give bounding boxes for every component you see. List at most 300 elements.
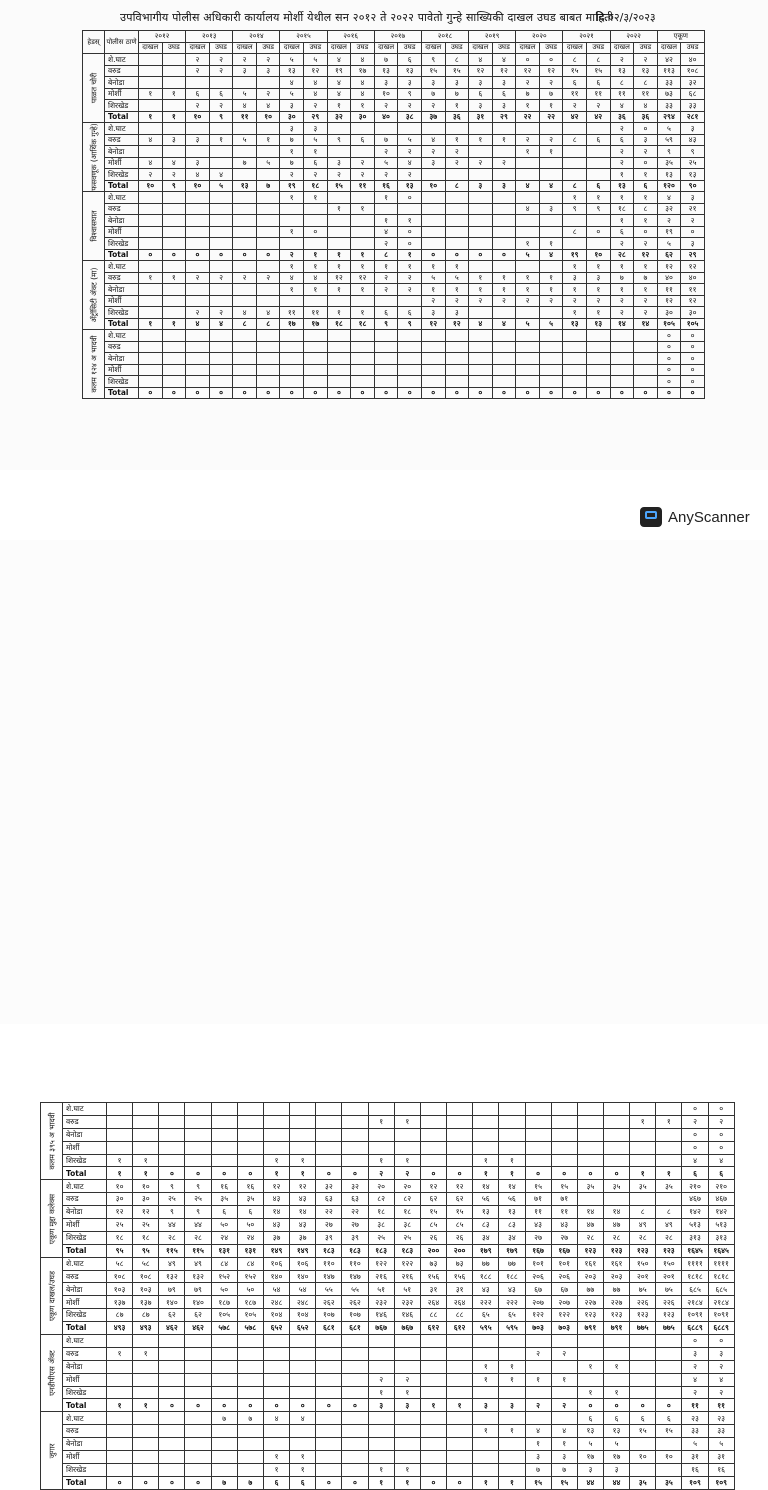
value-cell: २ [209, 307, 233, 319]
value-cell: २ [610, 295, 634, 307]
table-row [83, 353, 705, 365]
value-cell [186, 238, 210, 250]
value-cell [256, 376, 280, 388]
value-cell [327, 146, 351, 158]
value-cell [139, 123, 163, 135]
value-cell: ४७ [577, 1219, 603, 1232]
value-cell: १०८ [107, 1270, 133, 1283]
value-cell: १ [421, 284, 445, 296]
value-cell: ८ [233, 318, 257, 330]
value-cell: १३२ [159, 1270, 185, 1283]
value-cell: १८ [610, 203, 634, 215]
value-cell: २ [186, 65, 210, 77]
value-cell: ५ [233, 134, 257, 146]
value-cell [577, 1115, 603, 1128]
header-year: २०१६ [327, 31, 374, 43]
value-cell [469, 376, 493, 388]
total-row [41, 1476, 735, 1489]
value-cell [185, 1141, 211, 1154]
value-cell: ६ [237, 1206, 263, 1219]
value-cell [133, 1360, 159, 1373]
value-cell: ६ [610, 226, 634, 238]
value-cell [398, 203, 422, 215]
value-cell: १५० [630, 1257, 656, 1270]
value-cell [516, 330, 540, 342]
value-cell: २५ [107, 1219, 133, 1232]
value-cell: १६ [237, 1180, 263, 1193]
value-cell [162, 364, 186, 376]
value-cell [304, 238, 328, 250]
value-cell [539, 192, 563, 204]
value-cell: ३९ [342, 1231, 368, 1244]
value-cell [159, 1347, 185, 1360]
header-registered: दाखल [516, 42, 540, 54]
station-cell: शे.घाट [63, 1257, 107, 1270]
value-cell: ५ [304, 54, 328, 66]
value-cell: २ [634, 295, 658, 307]
value-cell [342, 1373, 368, 1386]
value-cell: २७ [525, 1231, 551, 1244]
value-cell: १०६ [263, 1257, 289, 1270]
value-cell: १ [290, 1463, 316, 1476]
station-cell: मोर्शी [63, 1141, 107, 1154]
value-cell: ८२ [368, 1193, 394, 1206]
value-cell: ५१ [394, 1283, 420, 1296]
value-cell [586, 364, 610, 376]
value-cell: ० [342, 1399, 368, 1412]
value-cell [398, 330, 422, 342]
value-cell: ३१३ [682, 1231, 708, 1244]
value-cell [162, 261, 186, 273]
value-cell: २ [551, 1347, 577, 1360]
value-cell: १०४ [263, 1309, 289, 1322]
value-cell [539, 353, 563, 365]
value-cell: २ [186, 54, 210, 66]
value-cell: १०१ [551, 1257, 577, 1270]
value-cell: १५६ [447, 1270, 473, 1283]
table-row [41, 1283, 735, 1296]
table-row [41, 1386, 735, 1399]
value-cell [630, 1463, 656, 1476]
value-cell [211, 1347, 237, 1360]
table-row [83, 295, 705, 307]
value-cell [316, 1128, 342, 1141]
value-cell [233, 284, 257, 296]
value-cell: १२ [492, 65, 516, 77]
value-cell [539, 364, 563, 376]
value-cell: ४ [657, 192, 681, 204]
value-cell [539, 307, 563, 319]
value-cell: ३३ [681, 100, 705, 112]
station-cell: Total [63, 1167, 107, 1180]
value-cell: ० [492, 249, 516, 261]
value-cell [139, 100, 163, 112]
value-cell: ३१ [682, 1451, 708, 1464]
value-cell [563, 330, 587, 342]
value-cell: ३ [398, 77, 422, 89]
value-cell [159, 1128, 185, 1141]
value-cell: २९ [492, 111, 516, 123]
value-cell: ५ [539, 318, 563, 330]
value-cell: ० [211, 1167, 237, 1180]
table-row [83, 364, 705, 376]
value-cell: ० [185, 1167, 211, 1180]
value-cell [551, 1115, 577, 1128]
header-solved: उघड [398, 42, 422, 54]
value-cell: १४० [290, 1270, 316, 1283]
header-year: २०१७ [374, 31, 421, 43]
value-cell: २ [682, 1386, 708, 1399]
value-cell: १८ [327, 318, 351, 330]
value-cell: १ [290, 1154, 316, 1167]
value-cell: ८ [445, 54, 469, 66]
table-row [41, 1128, 735, 1141]
value-cell [185, 1335, 211, 1348]
value-cell: ३ [499, 1399, 525, 1412]
value-cell: १० [374, 88, 398, 100]
value-cell: २ [256, 88, 280, 100]
value-cell: ० [681, 341, 705, 353]
value-cell: ० [107, 1476, 133, 1489]
value-cell [237, 1335, 263, 1348]
value-cell: १५ [421, 65, 445, 77]
value-cell: १० [107, 1180, 133, 1193]
station-cell: Total [105, 111, 139, 123]
value-cell [233, 238, 257, 250]
header-solved: उघड [681, 42, 705, 54]
value-cell: २८ [630, 1231, 656, 1244]
value-cell: ३० [351, 111, 375, 123]
value-cell: ९ [563, 203, 587, 215]
value-cell [563, 341, 587, 353]
table-row [41, 1463, 735, 1476]
value-cell: ८ [630, 1206, 656, 1219]
value-cell [563, 169, 587, 181]
value-cell [342, 1335, 368, 1348]
value-cell: २०० [420, 1244, 446, 1257]
document-date: दि.०२/३/२०२३ [596, 11, 656, 24]
value-cell [316, 1154, 342, 1167]
value-cell: २ [525, 1347, 551, 1360]
value-cell: १ [351, 100, 375, 112]
value-cell: १४६ [394, 1309, 420, 1322]
header-solved: उघड [256, 42, 280, 54]
value-cell [656, 1154, 682, 1167]
value-cell [304, 330, 328, 342]
value-cell: १ [630, 1115, 656, 1128]
value-cell [420, 1412, 446, 1425]
value-cell [263, 1128, 289, 1141]
value-cell [256, 226, 280, 238]
value-cell [186, 77, 210, 89]
value-cell: १ [473, 1360, 499, 1373]
value-cell [445, 203, 469, 215]
value-cell: १ [394, 1463, 420, 1476]
value-cell: ० [186, 387, 210, 399]
value-cell: ३ [681, 123, 705, 135]
value-cell [185, 1154, 211, 1167]
value-cell [342, 1103, 368, 1116]
station-cell: शे.घाट [105, 192, 139, 204]
value-cell: ५ [280, 54, 304, 66]
value-cell: ६२ [447, 1193, 473, 1206]
value-cell: २३२ [394, 1296, 420, 1309]
value-cell [316, 1115, 342, 1128]
value-cell: ३५ [211, 1193, 237, 1206]
value-cell: १६७ [525, 1244, 551, 1257]
value-cell: ३५ [656, 1180, 682, 1193]
value-cell: ५ [682, 1438, 708, 1451]
header-solved: उघड [586, 42, 610, 54]
value-cell: २ [610, 157, 634, 169]
value-cell [374, 330, 398, 342]
value-cell: ४ [351, 54, 375, 66]
value-cell: १ [630, 1167, 656, 1180]
value-cell [256, 77, 280, 89]
value-cell: ७९१ [603, 1322, 629, 1335]
value-cell: २३ [708, 1412, 734, 1425]
value-cell [342, 1347, 368, 1360]
value-cell: १३ [586, 318, 610, 330]
value-cell [133, 1412, 159, 1425]
value-cell: १८७ [237, 1296, 263, 1309]
value-cell: ३२ [681, 77, 705, 89]
value-cell: १ [610, 261, 634, 273]
value-cell: १३ [233, 180, 257, 192]
value-cell: २०६ [525, 1270, 551, 1283]
value-cell: १७ [603, 1451, 629, 1464]
value-cell [211, 1438, 237, 1451]
value-cell [162, 192, 186, 204]
value-cell [634, 341, 658, 353]
value-cell: ० [681, 376, 705, 388]
value-cell: ११५ [185, 1244, 211, 1257]
value-cell: ३३ [657, 77, 681, 89]
value-cell [551, 1128, 577, 1141]
value-cell: २ [209, 65, 233, 77]
value-cell: १ [133, 1347, 159, 1360]
value-cell: २० [368, 1180, 394, 1193]
value-cell: १२ [681, 295, 705, 307]
value-cell [551, 1103, 577, 1116]
station-cell: बेनोडा [63, 1283, 107, 1296]
value-cell [525, 1154, 551, 1167]
value-cell: ४ [469, 318, 493, 330]
value-cell: १०५ [237, 1309, 263, 1322]
header-solved: उघड [209, 42, 233, 54]
value-cell: ४ [351, 77, 375, 89]
value-cell: ४३ [525, 1219, 551, 1232]
value-cell [186, 330, 210, 342]
value-cell: ५ [233, 88, 257, 100]
value-cell [421, 330, 445, 342]
value-cell: २२२ [473, 1296, 499, 1309]
value-cell: १०१ [525, 1257, 551, 1270]
value-cell [563, 123, 587, 135]
value-cell [351, 123, 375, 135]
value-cell: ९ [327, 134, 351, 146]
value-cell [368, 1412, 394, 1425]
value-cell [209, 261, 233, 273]
value-cell: २ [708, 1115, 734, 1128]
value-cell [237, 1128, 263, 1141]
value-cell [492, 376, 516, 388]
value-cell [447, 1103, 473, 1116]
value-cell: २ [610, 307, 634, 319]
value-cell: १ [327, 261, 351, 273]
value-cell [185, 1128, 211, 1141]
value-cell [492, 341, 516, 353]
value-cell: १ [351, 249, 375, 261]
value-cell: १७ [280, 318, 304, 330]
value-cell [211, 1425, 237, 1438]
station-cell: बेनोडा [63, 1438, 107, 1451]
value-cell [342, 1360, 368, 1373]
value-cell [237, 1141, 263, 1154]
value-cell: १४२ [682, 1206, 708, 1219]
value-cell: ० [681, 226, 705, 238]
value-cell: १७ [304, 318, 328, 330]
value-cell [586, 353, 610, 365]
value-cell [256, 353, 280, 365]
value-cell: २८ [577, 1231, 603, 1244]
value-cell: ४ [708, 1373, 734, 1386]
value-cell: ४४ [185, 1219, 211, 1232]
value-cell [159, 1141, 185, 1154]
value-cell [394, 1412, 420, 1425]
value-cell: ३ [469, 77, 493, 89]
value-cell: १२ [107, 1206, 133, 1219]
value-cell: २८ [185, 1231, 211, 1244]
value-cell: १ [610, 192, 634, 204]
value-cell [304, 295, 328, 307]
value-cell: ९ [374, 318, 398, 330]
value-cell: ० [708, 1103, 734, 1116]
section-label [83, 261, 105, 330]
value-cell [162, 295, 186, 307]
value-cell: ० [398, 192, 422, 204]
value-cell: १९ [327, 65, 351, 77]
value-cell: ४ [516, 180, 540, 192]
value-cell: १ [577, 1386, 603, 1399]
value-cell [398, 376, 422, 388]
value-cell [280, 353, 304, 365]
value-cell: ० [398, 226, 422, 238]
value-cell: १७९ [473, 1244, 499, 1257]
value-cell: ५१३ [682, 1219, 708, 1232]
station-cell: शे.घाट [105, 330, 139, 342]
value-cell: ७७ [499, 1257, 525, 1270]
value-cell: २ [657, 215, 681, 227]
value-cell: ७ [421, 88, 445, 100]
value-cell: १३७ [133, 1296, 159, 1309]
value-cell: ६२ [420, 1193, 446, 1206]
value-cell: ३० [681, 307, 705, 319]
value-cell: ४९ [159, 1257, 185, 1270]
value-cell [368, 1103, 394, 1116]
header-year: २०२१ [563, 31, 610, 43]
table-row [41, 1335, 735, 1348]
value-cell: ३६ [634, 111, 658, 123]
section-label-text: एकूण मुद्दा कलेक्स [46, 1193, 56, 1244]
value-cell [368, 1425, 394, 1438]
value-cell: ३ [327, 157, 351, 169]
value-cell: १२३ [656, 1309, 682, 1322]
value-cell [327, 226, 351, 238]
value-cell: १०५ [681, 318, 705, 330]
value-cell [398, 364, 422, 376]
value-cell [499, 1451, 525, 1464]
value-cell: ० [139, 249, 163, 261]
value-cell: ७ [211, 1476, 237, 1489]
header-registered: दाखल [469, 42, 493, 54]
value-cell: ३ [577, 1463, 603, 1476]
value-cell: ११ [681, 284, 705, 296]
value-cell [256, 146, 280, 158]
value-cell [394, 1425, 420, 1438]
section-label-text: अँट्रॉसिटी ॲक्ट (मा) [88, 267, 98, 323]
value-cell [469, 192, 493, 204]
value-cell [603, 1373, 629, 1386]
value-cell [586, 146, 610, 158]
value-cell: ३१३ [708, 1231, 734, 1244]
value-cell: १०३ [107, 1283, 133, 1296]
value-cell: ३ [186, 134, 210, 146]
value-cell: १ [374, 192, 398, 204]
value-cell [316, 1412, 342, 1425]
value-cell: ४ [304, 88, 328, 100]
value-cell [445, 330, 469, 342]
value-cell: २२२ [499, 1296, 525, 1309]
table-row [83, 226, 705, 238]
value-cell: १८८ [473, 1270, 499, 1283]
value-cell: ३ [233, 65, 257, 77]
value-cell: ३ [492, 77, 516, 89]
value-cell: १३ [610, 180, 634, 192]
value-cell: ३ [469, 180, 493, 192]
value-cell [209, 226, 233, 238]
page-gap [0, 470, 768, 540]
value-cell: १८१८ [682, 1270, 708, 1283]
value-cell: १७ [577, 1451, 603, 1464]
value-cell: ६ [186, 88, 210, 100]
value-cell [233, 146, 257, 158]
value-cell: २०१ [630, 1270, 656, 1283]
value-cell: १३ [398, 180, 422, 192]
value-cell [304, 203, 328, 215]
table-row [41, 1231, 735, 1244]
value-cell [304, 341, 328, 353]
value-cell [290, 1335, 316, 1348]
value-cell: ६ [263, 1476, 289, 1489]
value-cell: १ [263, 1154, 289, 1167]
value-cell [586, 169, 610, 181]
header-registered: दाखल [421, 42, 445, 54]
value-cell: ० [603, 1399, 629, 1412]
value-cell: २ [469, 157, 493, 169]
value-cell: १२० [657, 180, 681, 192]
value-cell: ६२ [185, 1309, 211, 1322]
table-row [41, 1347, 735, 1360]
value-cell [420, 1128, 446, 1141]
table-row [83, 238, 705, 250]
value-cell [421, 215, 445, 227]
value-cell: ५ [209, 180, 233, 192]
station-cell: मोर्शी [105, 226, 139, 238]
value-cell: १ [469, 272, 493, 284]
value-cell [516, 261, 540, 273]
value-cell: १२ [657, 295, 681, 307]
